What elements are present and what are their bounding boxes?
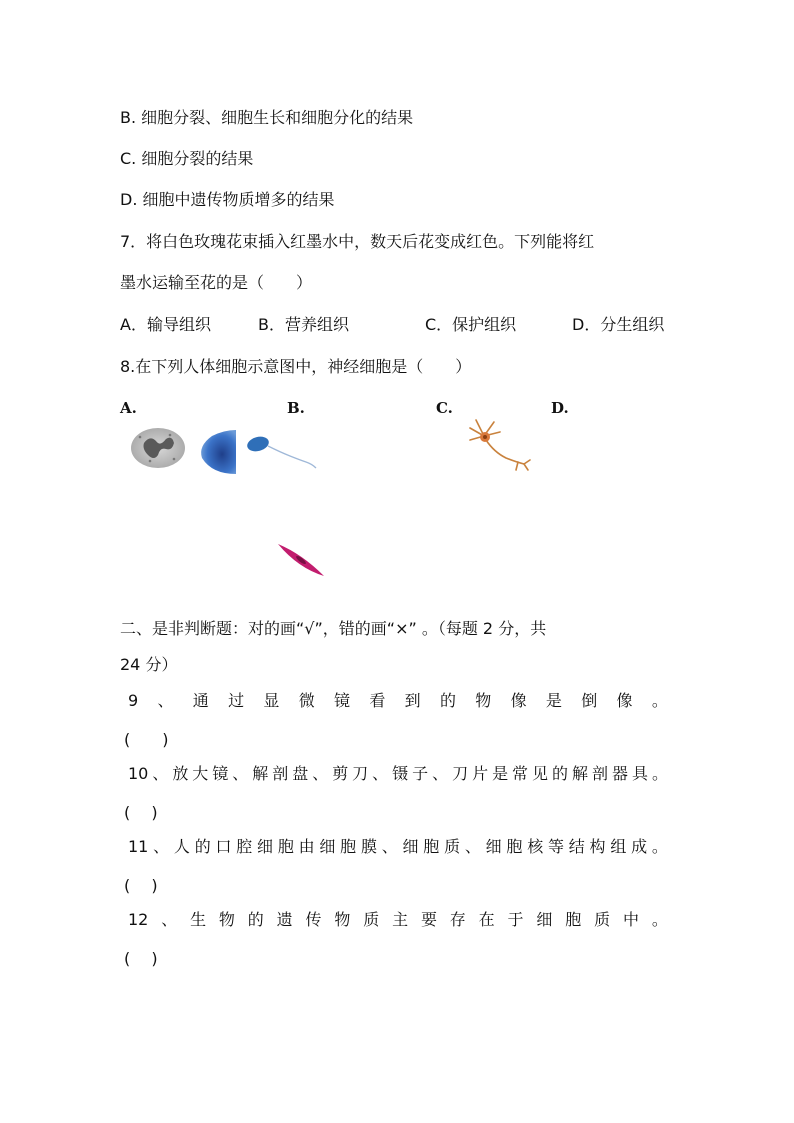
judge-char: 细 [257, 837, 274, 856]
judge-q11 [128, 836, 668, 858]
judge-char: 膜 [360, 837, 377, 856]
q7-option-b: B．营养组织 [258, 315, 349, 334]
judge-char: 结 [568, 837, 585, 856]
judge-char: 、 [152, 764, 169, 783]
judge-char: 像 [510, 691, 527, 710]
judge-char: 在 [478, 910, 495, 929]
judge-char: 是 [492, 764, 509, 783]
judge-char: 核 [527, 837, 544, 856]
judge-q9-paren: ( ) [124, 730, 169, 749]
q6-option-b: B. 细胞分裂、细胞生长和细胞分化的结果 [120, 108, 414, 127]
judge-char: 细 [536, 910, 553, 929]
judge-char: 口 [215, 837, 232, 856]
judge-char: 生 [190, 910, 207, 929]
judge-char: 、 [432, 764, 449, 783]
judge-char: 器 [611, 764, 628, 783]
judge-char: 物 [334, 910, 351, 929]
judge-char: 过 [228, 691, 245, 710]
judge-char: 细 [485, 837, 502, 856]
judge-char: 镜 [212, 764, 229, 783]
white-blood-cell-icon [130, 425, 190, 473]
q7-option-d: D．分生组织 [572, 315, 665, 334]
judge-char: 。 [651, 764, 668, 783]
q8-label-b: B. [287, 399, 305, 417]
judge-char: 11 [128, 837, 149, 856]
judge-q10-paren: ( ) [124, 803, 158, 822]
judge-char: 刀 [352, 764, 369, 783]
judge-char: 。 [651, 691, 668, 710]
judge-char: 看 [369, 691, 386, 710]
judge-char: 胞 [423, 837, 440, 856]
q7-stem-line2: 墨水运输至花的是（ ） [120, 273, 313, 292]
judge-char: 质 [594, 910, 611, 929]
judge-char: 大 [192, 764, 209, 783]
q7-option-c: C．保护组织 [425, 315, 517, 334]
judge-char: 成 [631, 837, 648, 856]
judge-char: 解 [252, 764, 269, 783]
judge-char: 的 [194, 837, 211, 856]
judge-char: 、 [157, 691, 174, 710]
judge-char: 显 [263, 691, 280, 710]
q6-option-d: D. 细胞中遗传物质增多的结果 [120, 190, 335, 209]
judge-char: 遗 [276, 910, 293, 929]
section2-heading-line1: 二、是非判断题：对的画“√”，错的画“×” 。（每题 2 分，共 [120, 619, 547, 638]
judge-char: 人 [173, 837, 190, 856]
judge-char: 镊 [392, 764, 409, 783]
judge-char: 剖 [272, 764, 289, 783]
judge-char: 见 [532, 764, 549, 783]
judge-char: 像 [616, 691, 633, 710]
judge-char: 片 [472, 764, 489, 783]
judge-char: 物 [218, 910, 235, 929]
q8-stem: 8.在下列人体细胞示意图中，神经细胞是（ ） [120, 357, 472, 376]
judge-char: 于 [507, 910, 524, 929]
judge-char: 、 [372, 764, 389, 783]
q8-label-d: D. [551, 399, 569, 417]
judge-char: 胞 [340, 837, 357, 856]
judge-char: 解 [572, 764, 589, 783]
judge-char: 主 [392, 910, 409, 929]
judge-char: 倒 [581, 691, 598, 710]
judge-char: 剪 [332, 764, 349, 783]
judge-char: 、 [161, 910, 178, 929]
judge-char: 物 [475, 691, 492, 710]
judge-char: 的 [552, 764, 569, 783]
judge-char: 中 [622, 910, 639, 929]
q7-stem-line1: 7．将白色玫瑰花束插入红墨水中，数天后花变成红色。下列能将红 [120, 232, 595, 251]
judge-char: 到 [404, 691, 421, 710]
judge-char: 通 [192, 691, 209, 710]
judge-char: 常 [512, 764, 529, 783]
judge-char: 。 [651, 910, 668, 929]
judge-char: 子 [412, 764, 429, 783]
judge-q9 [128, 690, 668, 712]
judge-char: 镜 [334, 691, 351, 710]
judge-char: 的 [439, 691, 456, 710]
judge-char: 构 [589, 837, 606, 856]
judge-char: 、 [312, 764, 329, 783]
judge-q10 [128, 763, 668, 785]
judge-char: 的 [247, 910, 264, 929]
judge-char: 细 [319, 837, 336, 856]
judge-char: 质 [363, 910, 380, 929]
judge-char: 由 [298, 837, 315, 856]
judge-char: 、 [153, 837, 170, 856]
judge-char: 具 [631, 764, 648, 783]
sperm-cell-icon [246, 430, 318, 470]
judge-q12 [128, 909, 668, 931]
neuron-icon [466, 418, 532, 474]
q8-label-a: A. [120, 399, 137, 417]
judge-char: 腔 [236, 837, 253, 856]
judge-char: 微 [298, 691, 315, 710]
judge-char: 传 [305, 910, 322, 929]
q8-label-c: C. [436, 399, 453, 417]
judge-char: 剖 [591, 764, 608, 783]
judge-char: 质 [444, 837, 461, 856]
judge-char: 胞 [506, 837, 523, 856]
judge-q12-paren: ( ) [124, 949, 158, 968]
judge-char: 刀 [452, 764, 469, 783]
section2-heading-line2: 24 分） [120, 655, 178, 674]
judge-char: 、 [464, 837, 481, 856]
judge-char: 、 [381, 837, 398, 856]
judge-char: 、 [232, 764, 249, 783]
judge-char: 盘 [292, 764, 309, 783]
judge-char: 是 [545, 691, 562, 710]
judge-char: 胞 [565, 910, 582, 929]
judge-char: 10 [128, 764, 149, 783]
red-blood-cell-icon [198, 430, 240, 476]
judge-char: 胞 [277, 837, 294, 856]
judge-char: 细 [402, 837, 419, 856]
judge-char: 等 [547, 837, 564, 856]
judge-char: 。 [651, 837, 668, 856]
judge-q11-paren: ( ) [124, 876, 158, 895]
judge-char: 9 [128, 691, 139, 710]
q7-option-a: A．输导组织 [120, 315, 211, 334]
smooth-muscle-cell-icon [276, 540, 326, 580]
q6-option-c: C. 细胞分裂的结果 [120, 149, 254, 168]
judge-char: 存 [449, 910, 466, 929]
judge-char: 12 [128, 910, 149, 929]
judge-char: 要 [420, 910, 437, 929]
judge-char: 组 [610, 837, 627, 856]
judge-char: 放 [172, 764, 189, 783]
